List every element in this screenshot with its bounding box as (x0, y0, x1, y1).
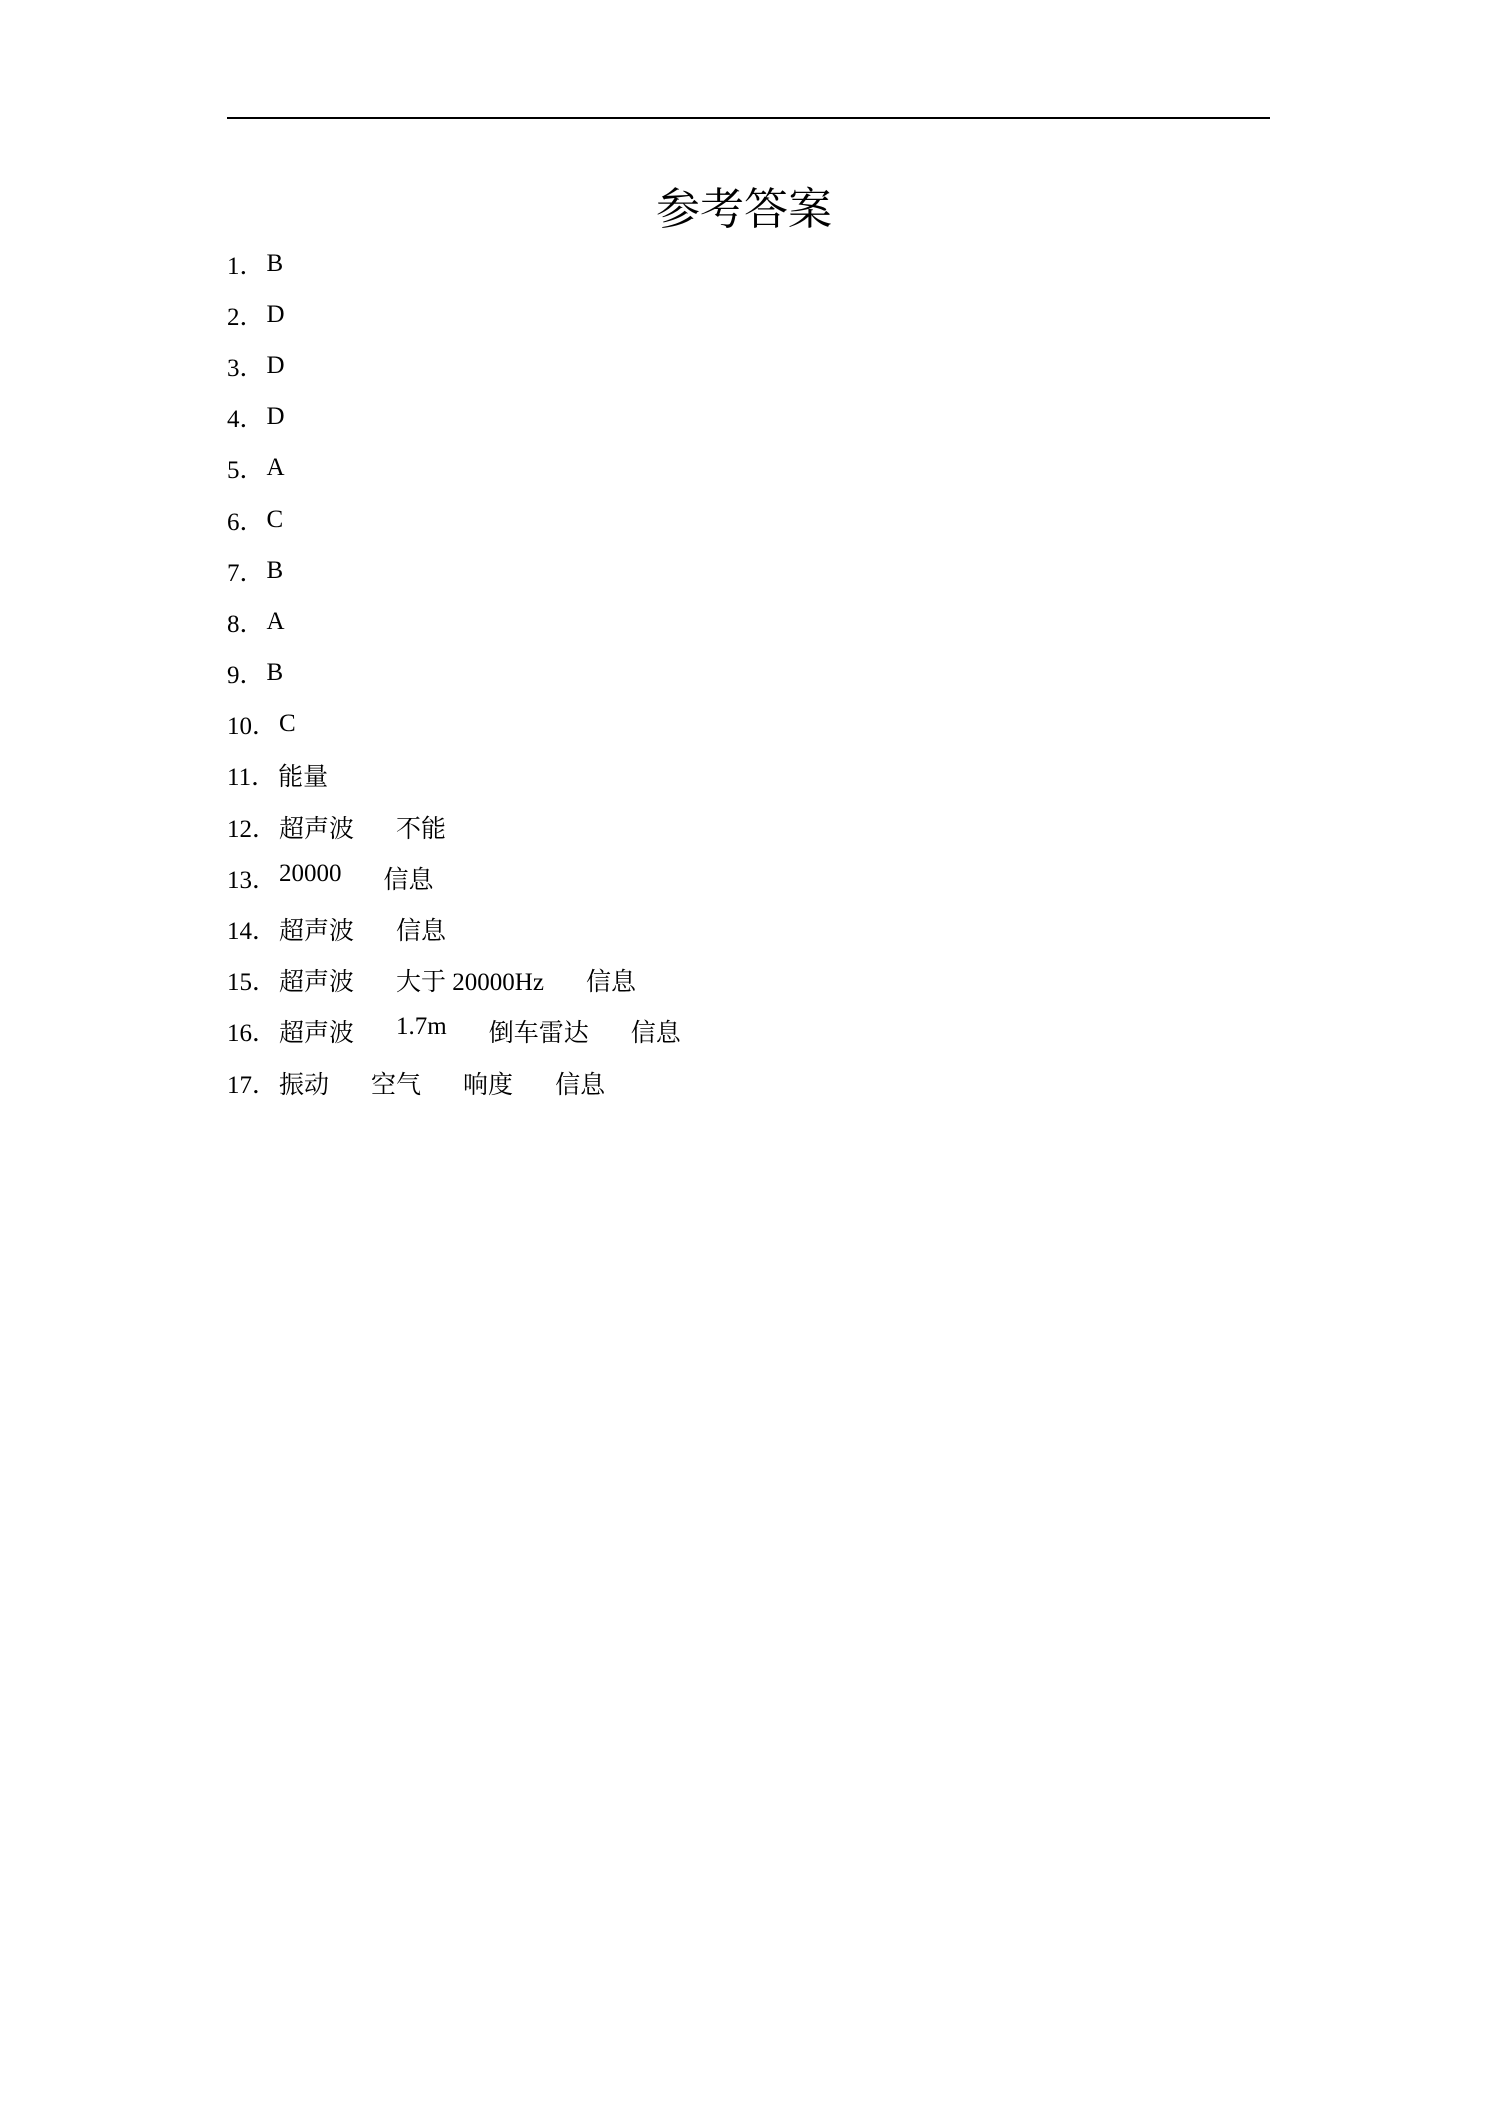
answer-parts (267, 301, 285, 329)
answer-text: C (279, 710, 296, 738)
answer-parts (267, 557, 284, 585)
answer-parts (267, 250, 284, 278)
answer-text: 空气 (371, 1071, 422, 1099)
answer-number: 17． (227, 1071, 278, 1099)
answer-text: D (266, 351, 285, 379)
answer-number: 3． (227, 354, 265, 382)
answer-item (227, 955, 681, 1006)
answer-number: 7． (227, 559, 265, 587)
answer-parts (279, 911, 446, 947)
answer-number: 11． (227, 764, 277, 792)
answer-text: D (266, 300, 285, 328)
answer-item (227, 238, 681, 289)
answer-item (227, 903, 681, 954)
answer-number: 14． (227, 918, 278, 946)
answer-text: A (266, 454, 285, 482)
answer-text: 信息 (555, 1071, 606, 1099)
answer-text: 1.7m (396, 1013, 447, 1041)
answer-item (227, 648, 681, 699)
answer-item (227, 494, 681, 545)
answer-number: 8． (227, 610, 265, 638)
answer-parts (279, 860, 434, 896)
answer-parts (279, 962, 636, 998)
answer-number: 6． (227, 508, 265, 536)
answer-text: B (266, 659, 284, 687)
answer-item (227, 1006, 681, 1057)
answer-list (227, 238, 681, 1108)
answer-text: 超声波 (279, 918, 355, 946)
answer-parts (267, 352, 285, 380)
answer-number: 4． (227, 406, 265, 434)
answer-text: 响度 (463, 1071, 514, 1099)
answer-item (227, 699, 681, 750)
answer-item (227, 289, 681, 340)
answer-number: 1． (227, 252, 265, 280)
page-title: 参考答案 (656, 184, 832, 235)
answer-text: 振动 (279, 1071, 330, 1099)
answer-number: 9． (227, 662, 265, 690)
answer-parts (279, 1065, 605, 1101)
answer-text: 超声波 (279, 969, 355, 997)
answer-item (227, 443, 681, 494)
answer-parts (267, 454, 285, 482)
answer-text: 信息 (630, 1020, 681, 1048)
answer-parts (279, 1013, 681, 1049)
answer-item (227, 750, 681, 801)
answer-text: 超声波 (279, 815, 355, 843)
answer-text: C (266, 505, 284, 533)
answer-text: 能量 (278, 764, 329, 792)
answer-parts (267, 506, 284, 534)
answer-item (227, 545, 681, 596)
answer-item (227, 392, 681, 443)
answer-text: B (266, 556, 284, 584)
answer-number: 12． (227, 815, 278, 843)
answer-item (227, 801, 681, 852)
answer-text: 信息 (383, 866, 434, 894)
answer-number: 16． (227, 1020, 278, 1048)
answer-item (227, 596, 681, 647)
answer-number: 15． (227, 969, 278, 997)
answer-number: 5． (227, 457, 265, 485)
answer-text: 大于 20000Hz (396, 969, 544, 997)
answer-number: 10． (227, 713, 278, 741)
answer-parts (267, 403, 285, 431)
header-rule (227, 117, 1270, 119)
answer-parts (279, 809, 446, 845)
answer-item (227, 852, 681, 903)
answer-parts (278, 757, 328, 793)
answer-parts (267, 608, 285, 636)
answer-parts (267, 659, 284, 687)
answer-parts (279, 710, 296, 738)
answer-number: 13． (227, 866, 278, 894)
answer-text: 超声波 (279, 1020, 355, 1048)
answer-text: A (266, 607, 285, 635)
answer-number: 2． (227, 303, 265, 331)
answer-item (227, 340, 681, 391)
answer-item (227, 1057, 681, 1108)
answer-text: 信息 (585, 969, 636, 997)
answer-text: 不能 (396, 815, 447, 843)
answer-text: 倒车雷达 (488, 1020, 589, 1048)
answer-text: D (266, 403, 285, 431)
answer-text: B (266, 249, 284, 277)
answer-text: 信息 (396, 918, 447, 946)
answer-text: 20000 (279, 859, 342, 887)
